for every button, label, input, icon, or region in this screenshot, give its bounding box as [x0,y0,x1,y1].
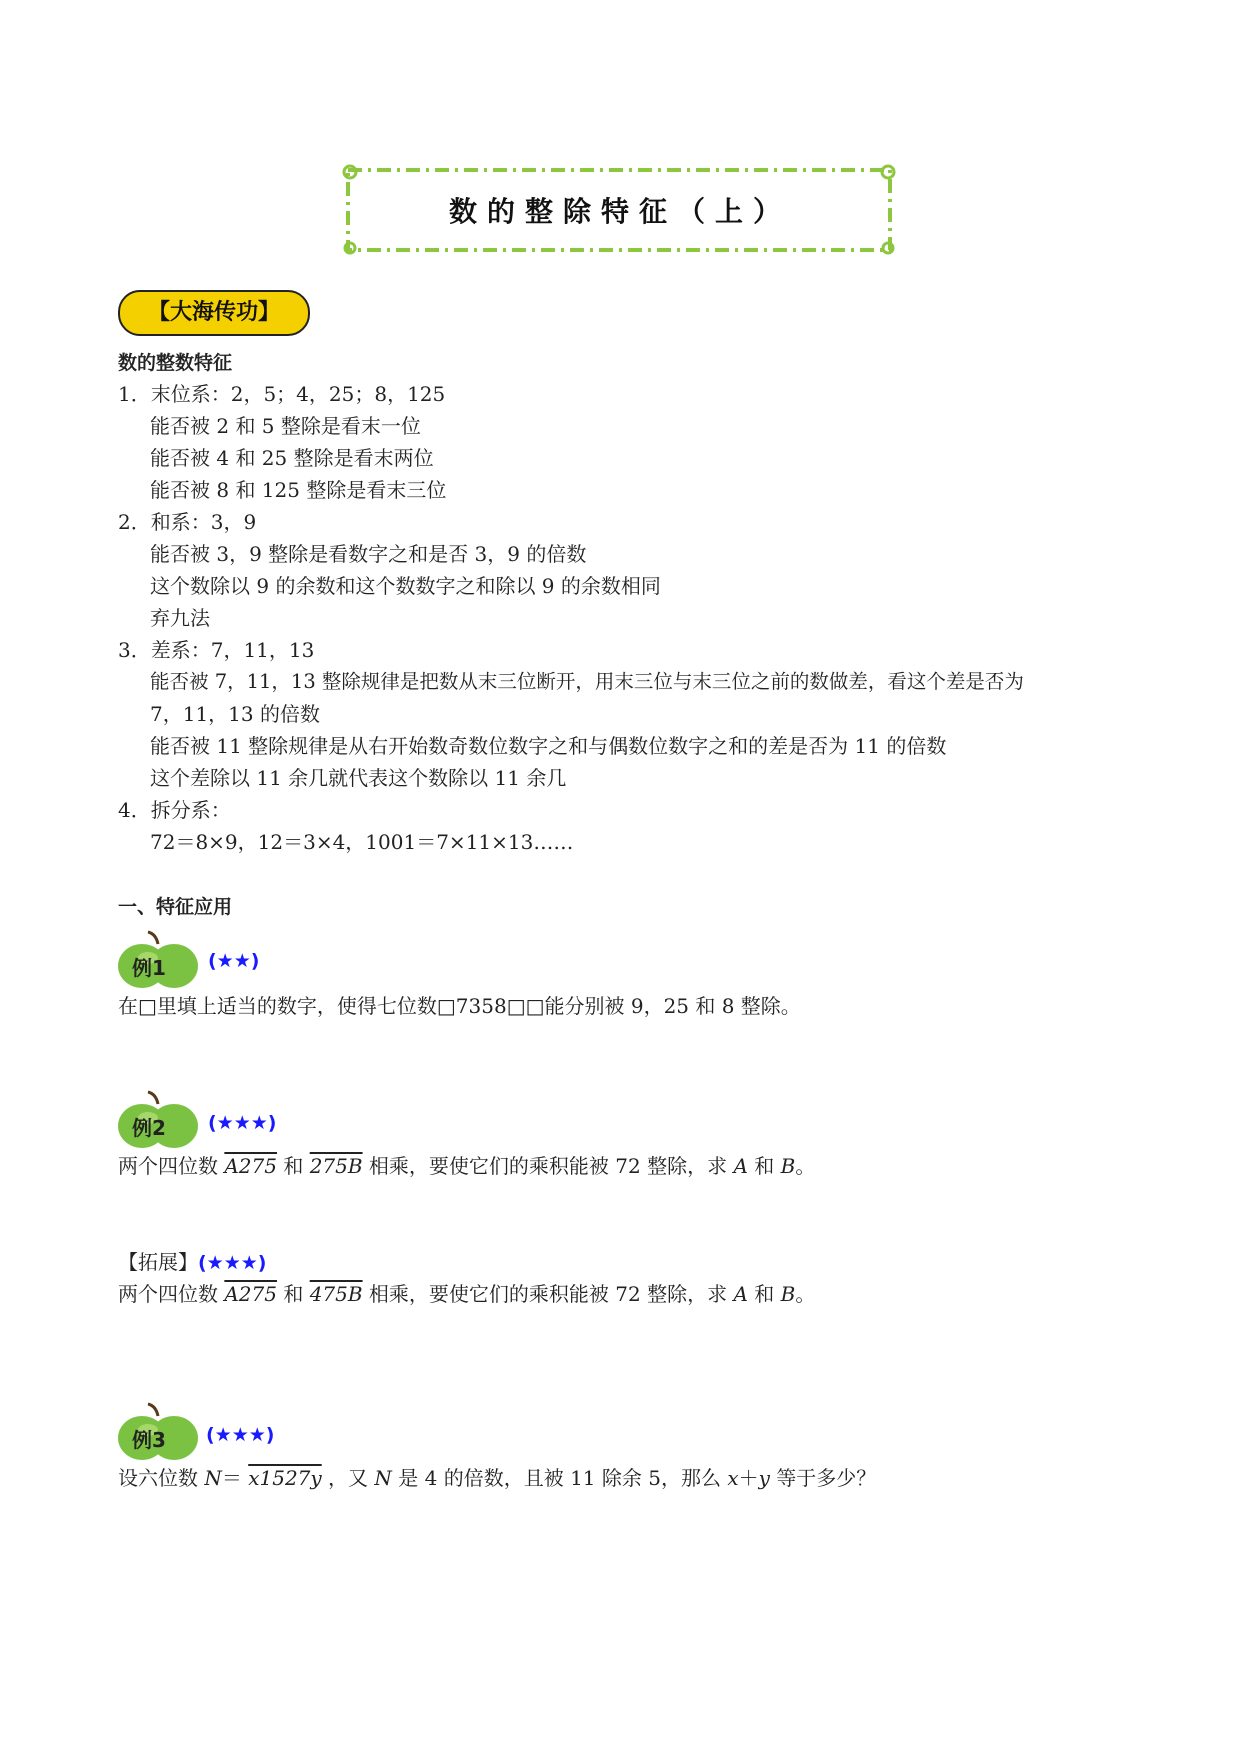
rule-1-head: 1．末位系：2，5；4，25；8，125 [118,382,446,406]
example-2-apple [118,1090,200,1150]
example-2-label: 例2 [132,1116,166,1140]
rule-2-head: 2．和系：3，9 [118,510,257,534]
example-1-text: 在□里填上适当的数字，使得七位数□7358□□能分别被 9，25 和 8 整除。 [118,994,801,1018]
rule-1-line: 能否被 8 和 125 整除是看末三位 [150,478,447,502]
rule-4-head: 4．拆分系： [118,798,231,822]
example-2-text: 两个四位数 A275 和 275B 相乘，要使它们的乘积能被 72 整除，求 A 和 B。 [118,1154,816,1178]
rule-3-line: 能否被 7，11，13 整除规律是把数从末三位断开，用末三位与末三位之前的数做差，看这个差是否为 [150,670,1024,693]
example-3-apple [118,1402,200,1462]
rule-3-line: 能否被 11 整除规律是从右开始数奇数位数字之和与偶数位数字之和的差是否为 11 的倍数 [150,734,947,758]
rule-3-head: 3．差系：7，11，13 [118,638,315,662]
extension-heading: 【拓展】(★★★) [118,1250,267,1274]
rule-2-line: 弃九法 [150,606,210,630]
rule-2-line: 这个数除以 9 的余数和这个数数字之和除以 9 的余数相同 [150,574,661,598]
title-frame [340,160,900,260]
part1-heading: 一、特征应用 [118,896,233,918]
example-1-apple [118,930,200,990]
rule-3-line: 这个差除以 11 余几就代表这个数除以 11 余几 [150,766,567,790]
example-3-label: 例3 [132,1428,166,1452]
example-2-stars: (★★★) [208,1112,277,1134]
rule-1-line: 能否被 2 和 5 整除是看末一位 [150,414,421,438]
example-3-stars: (★★★) [206,1424,275,1446]
extension-text: 两个四位数 A275 和 475B 相乘，要使它们的乘积能被 72 整除，求 A 和 B。 [118,1282,816,1306]
example-3-text: 设六位数 N＝ x1527y ，又 N 是 4 的倍数，且被 11 除余 5，那么 x＋y 等于多少？ [118,1466,877,1490]
section-badge [118,290,310,336]
rule-3-line: 7，11，13 的倍数 [150,702,320,726]
rule-2-line: 能否被 3，9 整除是看数字之和是否 3，9 的倍数 [150,542,587,566]
example-1-label: 例1 [132,956,166,980]
example-1-stars: (★★) [208,950,260,972]
page-title: 数的整除特征（上） [448,195,791,228]
rule-1-line: 能否被 4 和 25 整除是看末两位 [150,446,434,470]
section-heading: 数的整数特征 [118,352,233,374]
badge-label: 【大海传功】 [147,300,280,325]
rule-4-line: 72＝8×9，12＝3×4，1001＝7×11×13…… [150,830,574,854]
